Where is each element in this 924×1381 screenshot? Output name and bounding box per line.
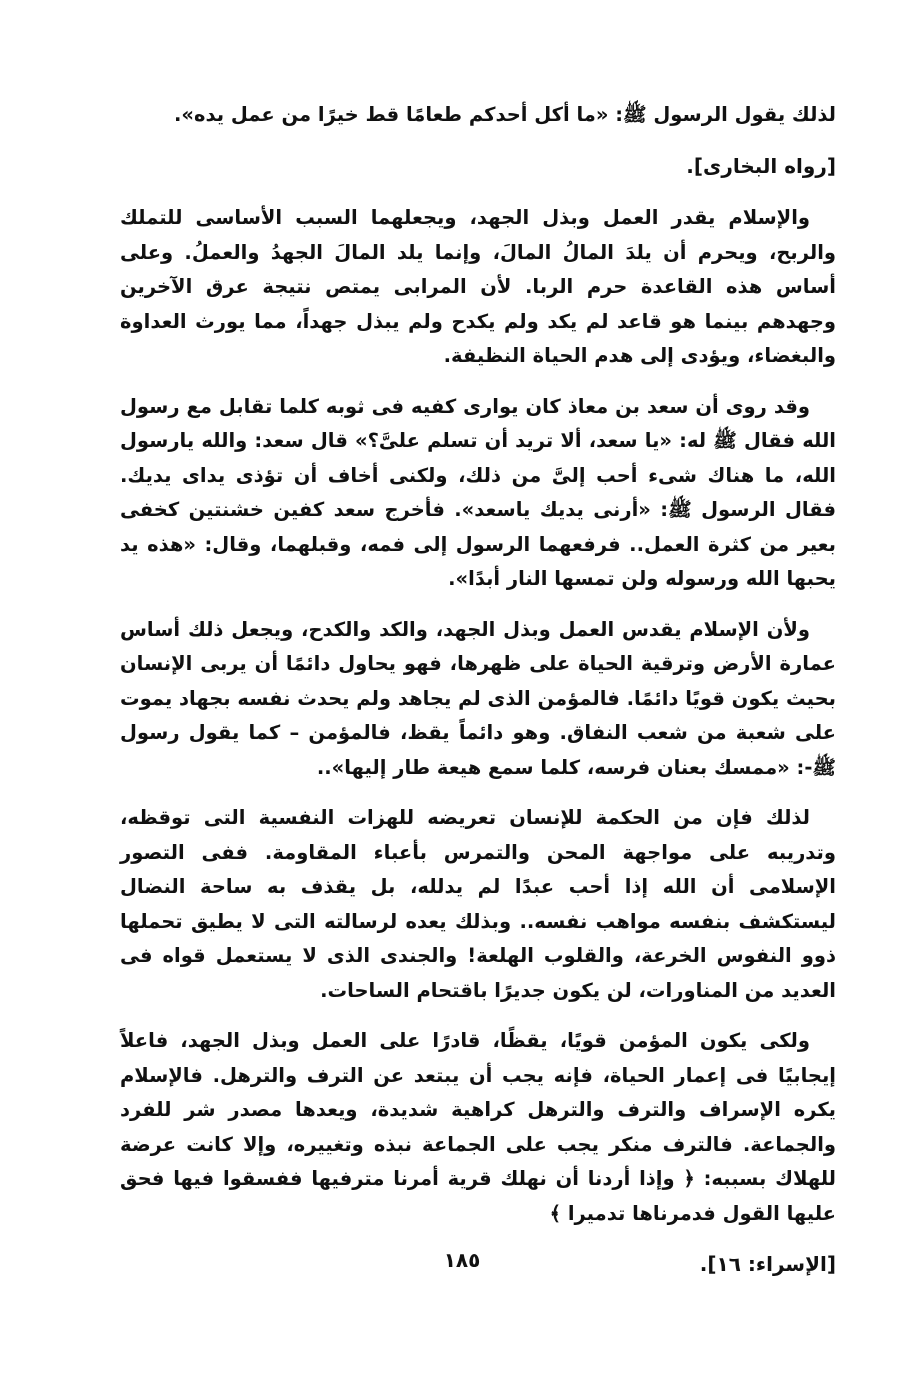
paragraph-hadith-work: لذلك يقول الرسول ﷺ: «ما أكل أحدكم طعامًا قط خيرًا من عمل يده». — [174, 103, 836, 126]
body-text — [120, 98, 836, 1300]
page-number: ١٨٥ — [443, 1248, 481, 1272]
citation-bukhari: [رواه البخارى]. — [686, 153, 836, 178]
paragraph-islam-values-work: والإسلام يقدر العمل وبذل الجهد، ويجعلهما السبب الأساسى للتملك والربح، ويحرم أن يلدَ المالُ المالَ، وإنما يلد المالَ الجهدُ والعملُ. وعلى أساس هذه القاعدة حرم الربا. لأن المرابى يمتص نتيجة عرق الآخرين وجهدهم بينما هو قاعد لم يكد ولم يكدح ولم يبذل جهداً، مما يورث العداوة والبغضاء، ويؤدى إلى هدم الحياة النظيفة. — [120, 206, 836, 367]
citation-isra: [الإسراء: ١٦]. — [699, 1252, 836, 1276]
paragraph-saad-story: وقد روى أن سعد بن معاذ كان يوارى كفيه فى ثوبه كلما تقابل مع رسول الله فقال ﷺ له: «يا سعد، ألا تريد أن تسلم علىَّ؟» قال سعد: والله يارسول الله، ما هناك شىء أحب إلىَّ من ذلك، ولكنى أخاف أن تؤذى يداى يديك. فقال الرسول ﷺ: «أرنى يديك ياسعد». فأخرج سعد كفين خشنتين كخفى بعير من كثرة العمل.. فرفعهما الرسول إلى فمه، وقبلهما، وقال: «هذه يد يحبها الله ورسوله ولن تمسها النار أبدًا». — [120, 394, 836, 590]
paragraph-strong-believer: ولأن الإسلام يقدس العمل وبذل الجهد، والكد والكدح، ويجعل ذلك أساس عمارة الأرض وترقية الحياة على ظهرها، فهو يحاول دائمًا أن يربى الإنسان بحيث يكون قويًا دائمًا. فالمؤمن الذى لم يجاهد ولم يحدث نفسه بجهاد يموت على شعبة من شعب النفاق. وهو دائماً يقظ، فالمؤمن – كما يقول رسول ﷺ-: «ممسك بعنان فرسه، كلما سمع هيعة طار إليها».. — [120, 617, 836, 779]
paragraph-avoid-luxury: ولكى يكون المؤمن قويًا، يقظًا، قادرًا على العمل وبذل الجهد، فاعلاً إيجابيًا فى إعمار الحياة، فإنه يجب أن يبتعد عن الترف والترهل. فالإسلام يكره الإسراف والترف والترهل كراهية شديدة، ويعدها مصدر شر للفرد والجماعة. فالترف منكر يجب على الجماعة نبذه وتغييره، وإلا كانت عرضة للهلاك بسببه: ﴿ وإذا أردنا أن نهلك قرية أمرنا مترفيها ففسقوا فيها فحق عليها القول فدمرناها تدميرا ﴾ — [120, 1029, 836, 1225]
paragraph-wisdom-trials: لذلك فإن من الحكمة للإنسان تعريضه للهزات النفسية التى توقظه، وتدريبه على مواجهة المحن والتمرس بأعباء المقاومة. ففى التصور الإسلامى أن الله إذا أحب عبدًا لم يدلله، بل يقذف به ساحة النضال ليستكشف بنفسه مواهب نفسه.. وبذلك يعده لرسالته التى لا يطيق تحملها ذوو النفوس الخرعة، والقلوب الهلعة! والجندى الذى لا يستعمل قواه فى العديد من المناورات، لن يكون جديرًا باقتحام الساحات. — [120, 806, 836, 1002]
